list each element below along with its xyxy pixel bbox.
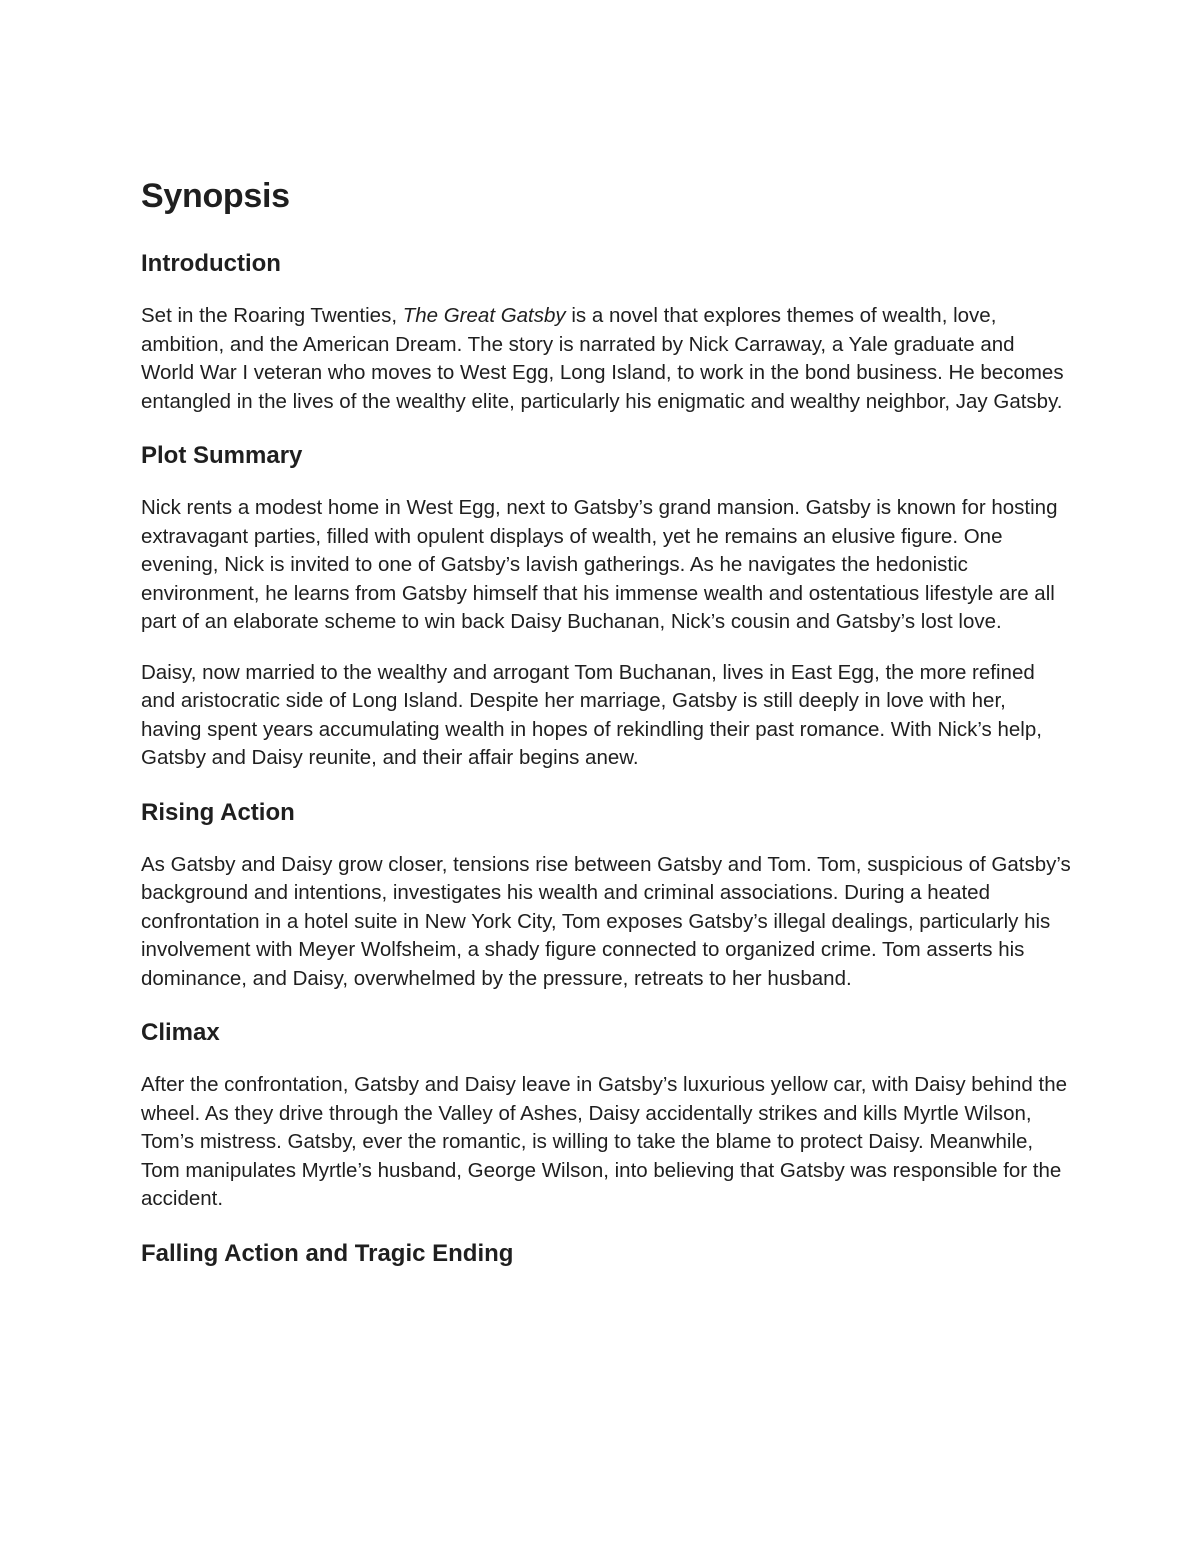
book-title: The Great Gatsby xyxy=(402,304,566,327)
section-heading-introduction: Introduction xyxy=(141,250,281,277)
climax-paragraph: After the confrontation, Gatsby and Daisy leave in Gatsby’s luxurious yellow car, with Daisy behind the wheel. As they drive through the Valley of Ashes, Daisy accidentally strikes and kills Myrtle Wilson, Tom’s mistress. Gatsby, ever the romantic, is willing to take the blame to protect Daisy. Meanwhile, Tom manipulates Myrtle’s husband, George Wilson, into believing that Gatsby was responsible for the accident. xyxy=(141,1073,1068,1210)
plot-summary-paragraph-1: Nick rents a modest home in West Egg, next to Gatsby’s grand mansion. Gatsby is known for hosting extravagant parties, filled with opulent displays of wealth, yet he remains an elusive figure. One evening, Nick is invited to one of Gatsby’s lavish gatherings. As he navigates the hedonistic environment, he learns from Gatsby himself that his immense wealth and ostentatious lifestyle are all part of an elaborate scheme to win back Daisy Buchanan, Nick’s cousin and Gatsby’s lost love. xyxy=(141,496,1058,633)
section-heading-rising-action: Rising Action xyxy=(141,798,295,826)
document-page xyxy=(141,170,1071,1270)
intro-text-after-title: is a novel that explores themes of wealth, love, ambition, and the American Dream. The story is narrated by Nick Carraway, a Yale graduate and World War I veteran who moves to West Egg, Long Island, to work in the bond business. He becomes entangled in the lives of the wealthy elite, particularly his enigmatic and wealthy neighbor, Jay Gatsby. xyxy=(141,304,1064,413)
rising-action-paragraph: As Gatsby and Daisy grow closer, tensions rise between Gatsby and Tom. Tom, suspicious of Gatsby’s background and intentions, investigates his wealth and criminal associations. During a heated confrontation in a hotel suite in New York City, Tom exposes Gatsby’s illegal dealings, particularly his involvement with Meyer Wolfsheim, a shady figure connected to organized crime. Tom asserts his dominance, and Daisy, overwhelmed by the pressure, retreats to her husband. xyxy=(141,852,1071,990)
intro-text-before-title: Set in the Roaring Twenties, xyxy=(141,304,403,327)
section-heading-plot-summary: Plot Summary xyxy=(141,442,303,469)
section-heading-falling-action: Falling Action and Tragic Ending xyxy=(141,1239,514,1267)
introduction-paragraph xyxy=(141,302,1071,416)
section-heading-climax: Climax xyxy=(141,1019,220,1046)
plot-summary-paragraph-2: Daisy, now married to the wealthy and arrogant Tom Buchanan, lives in East Egg, the more refined and aristocratic side of Long Island. Despite her marriage, Gatsby is still deeply in love with her, having spent years accumulating wealth in hopes of rekindling their past romance. With Nick’s help, Gatsby and Daisy reunite, and their affair begins anew. xyxy=(141,660,1042,769)
document-title: Synopsis xyxy=(141,177,290,215)
